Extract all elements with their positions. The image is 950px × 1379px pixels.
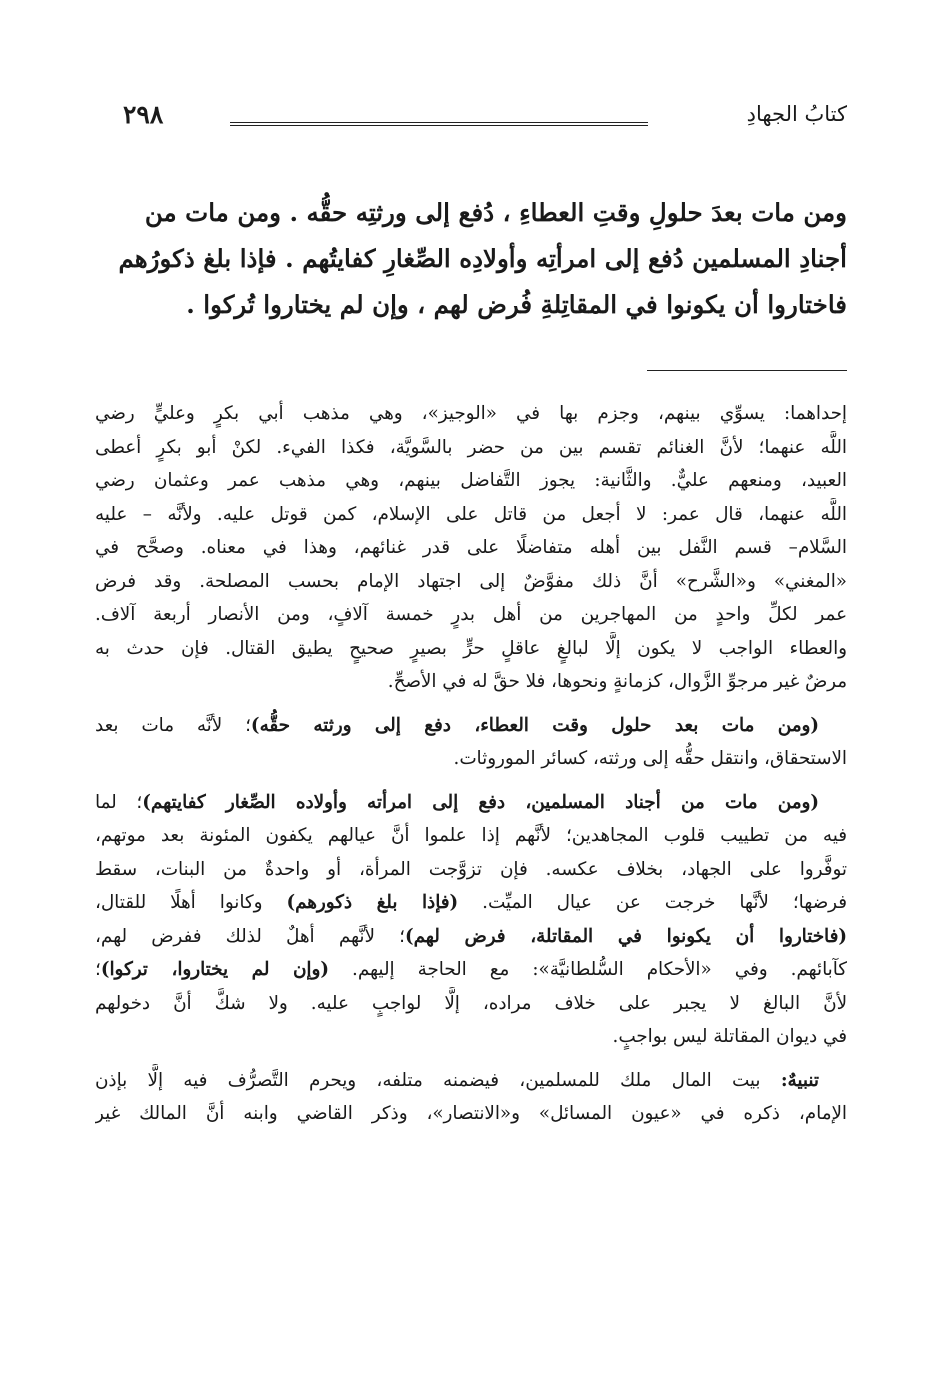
commentary-line: العبيد، ومنعهم عليٌّ. والثَّانية: يجوز التَّفاضل بينهم، وهي مذهب عمر وعثمان رضي [95, 470, 847, 491]
commentary-text: ؛ لأنَّهم أهلٌ لذلك ففرض لهم، [95, 925, 405, 947]
commentary-line: في ديوان المقاتلة ليس بواجبٍ. [612, 1026, 847, 1047]
commentary-line: إحداهما: يسوِّي بينهم، وجزم بها في «الوجيز»، وهي مذهب أبي بكرٍ وعليٍّ رضي [95, 403, 847, 424]
commentary-line [95, 953, 847, 987]
quoted-text: (فاختاروا أن يكونوا في المقاتلة، فرض لهم) [404, 925, 847, 947]
commentary-text: وكانوا أهلًا للقتال، [95, 892, 287, 913]
commentary-text: ؛ [95, 959, 101, 980]
main-text-line: ومن مات بعدَ حلولِ وقتِ العطاءِ ، دُفع إلى ورثتِه حقُّه . ومن مات من [144, 198, 847, 227]
commentary-line: والعطاء الواجب لا يكون إلَّا لبالغٍ عاقلٍ حرٍّ بصيرٍ صحيحٍ يطيق القتال. فإن حدث به [95, 637, 847, 659]
commentary-text: بيت المال ملك للمسلمين، فيضمنه متلفه، ويحرم التَّصرُّف فيه إلَّا بإذن [95, 1069, 781, 1091]
commentary-line [95, 886, 847, 920]
quoted-text: (فإذا بلغ ذكورهم) [286, 892, 459, 913]
commentary-text: كآبائهم. وفي «الأحكام السُّلطانيَّة»: مع الحاجة إليهم. [328, 959, 847, 980]
commentary-line: الاستحقاق، وانتقل حقُّه إلى ورثته، كسائر الموروثات. [453, 748, 847, 769]
main-text-line: أجنادِ المسلمين دُفع إلى امرأتِه وأولادِه الصِّغارِ كفايتُهم . فإذا بلغ ذكورُهم [118, 244, 847, 273]
main-text-line: فاختاروا أن يكونوا في المقاتِلةِ فُرض لهم ، وإن لم يختاروا تُركوا . [186, 290, 847, 319]
commentary [95, 397, 847, 1131]
quoted-text: (وإن لم يختاروا، تركوا) [100, 959, 329, 980]
commentary-line: «المغني» و«الشَّرح» أنَّ ذلك مفوَّضٌ إلى اجتهاد الإمام بحسب المصلحة. وقد فرض [95, 570, 847, 592]
commentary-line: الإمام، ذكره في «عيون المسائل» و«الانتصار»، وذكر القاضي وابنه أنَّ المالك غير [95, 1103, 847, 1124]
page-number: ٢٩٨ [123, 100, 164, 129]
commentary-paragraph [95, 397, 847, 699]
commentary-line: اللَّه عنهما، قال عمر: لا أجعل من قاتل على الإسلام، كمن قوتل عليه. ولأنَّه – عليه [95, 503, 847, 525]
page-header [95, 96, 847, 140]
commentary-line: لأنَّ البالغ لا يجبر على خلاف مراده، إلَّا لواجبٍ عليه. ولا شكَّ أنَّ دخولهم [95, 992, 847, 1014]
quoted-text: (ومن مات بعد حلول وقت العطاء، دفع إلى ورثته حقُّه) [250, 714, 819, 736]
commentary-line: اللَّه عنهما؛ لأنَّ الغنائم تقسم بين من حضر بالسَّويَّة، فكذا الفيء. لكنْ أبو بكرٍ أعطى [95, 436, 847, 458]
commentary-paragraph [95, 786, 847, 1054]
commentary-text: فرضها؛ لأنَّها خرجت عن عيال الميِّت. [458, 892, 847, 913]
chapter-title: كتابُ الجهادِ [746, 102, 847, 126]
footnote-divider [647, 370, 847, 371]
header-divider [230, 122, 648, 126]
commentary-line: فيه من تطييب قلوب المجاهدين؛ لأنَّهم إذا علموا أنَّ عيالهم يكفون المئونة بعد موتهم، [95, 825, 847, 846]
commentary-line: مرضٌ غير مرجوِّ الزَّوال، كزمانةٍ ونحوها، فلا حقَّ له في الأصحِّ. [387, 671, 847, 692]
commentary-paragraph [95, 709, 847, 776]
commentary-line [95, 786, 847, 820]
commentary-line [95, 709, 847, 743]
commentary-text: ؛ لما [95, 791, 143, 813]
commentary-line: توفَّروا على الجهاد، بخلاف عكسه. فإن تزوَّجت المرأة، أو واحدةٌ من البنات، سقط [95, 858, 847, 880]
quoted-text: (ومن مات من أجناد المسلمين، دفع إلى امرأته وأولاده الصِّغار كفايتهم) [142, 791, 819, 813]
commentary-line [95, 920, 847, 954]
commentary-line: عمر لكلِّ واحدٍ من المهاجرين من أهل بدرٍ خمسة آلافٍ، ومن الأنصار أربعة آلاف. [95, 604, 847, 625]
commentary-line: السَّلام– قسم النَّفل بين أهله متفاضلًا على قدر غنائهم، وهذا في معناه. وصحَّح في [95, 537, 847, 558]
commentary-paragraph [95, 1064, 847, 1131]
commentary-line [95, 1064, 847, 1098]
main-text [95, 190, 847, 328]
note-label: تنبيهٌ: [780, 1069, 819, 1091]
commentary-text: ؛ لأنَّه مات بعد [95, 714, 251, 736]
